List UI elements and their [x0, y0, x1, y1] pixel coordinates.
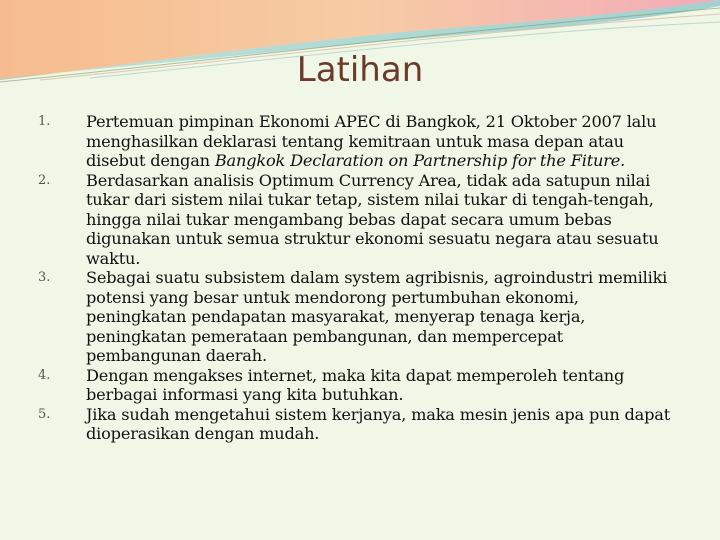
exercise-list: [38, 112, 678, 444]
item-number: 5.: [38, 406, 51, 422]
list-item: [38, 112, 678, 171]
item-text: [86, 112, 678, 171]
item-number: 1.: [38, 114, 51, 129]
item-text-italic: Bangkok Declaration on Partnership for the Fiture.: [214, 151, 626, 170]
item-text: Jika sudah mengetahui sistem kerjanya, maka mesin jenis apa pun dapat dioperasikan dengan mudah.: [86, 404, 671, 443]
item-number: 2.: [38, 172, 51, 188]
item-number: 3.: [38, 270, 51, 285]
item-number: 4.: [38, 367, 51, 383]
list-item: [38, 268, 678, 366]
list-item: [38, 171, 678, 269]
slide-title: Latihan: [296, 50, 424, 90]
item-text-part: Pertemuan pimpinan Ekonomi APEC di Bangkok, 21 Oktober 2007 lalu menghasilkan deklarasi tentang kemitraan untuk masa depan atau disebut dengan: [86, 112, 657, 170]
list-item: [38, 366, 678, 405]
list-item: [38, 405, 678, 444]
item-text: Sebagai suatu subsistem dalam system agribisnis, agroindustri memiliki potensi yang besar untuk mendorong pertumbuhan ekonomi, peningkatan pendapatan masyarakat, menyerap tenaga kerja, peningkatan pemerataan pembangunan, dan mempercepat pembangunan daerah.: [86, 268, 668, 365]
item-text: Dengan mengakses internet, maka kita dapat memperoleh tentang berbagai informasi yang kita butuhkan.: [86, 365, 625, 404]
item-text: Berdasarkan analisis Optimum Currency Area, tidak ada satupun nilai tukar dari sistem nilai tukar tetap, sistem nilai tukar di tengah-tengah, hingga nilai tukar mengambang bebas dapat secara umum bebas digunakan untuk semua struktur ekonomi sesuatu negara atau sesuatu waktu.: [86, 170, 659, 268]
